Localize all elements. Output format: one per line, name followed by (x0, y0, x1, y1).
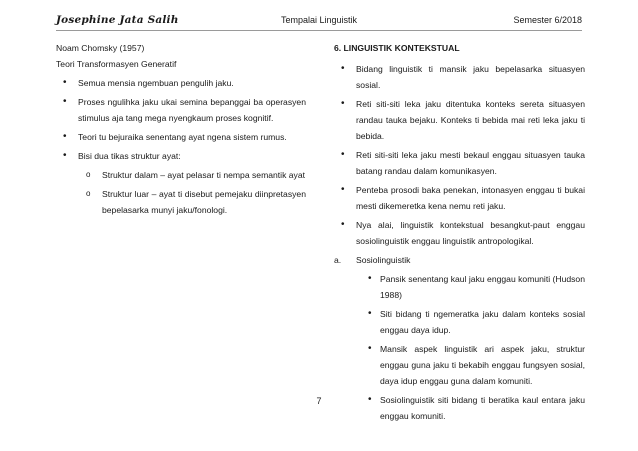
list-item: • Bisi dua tikas struktur ayat: (56, 148, 306, 164)
list-item: • Pansik senentang kaul jaku enggau komuniti (Hudson 1988) (344, 271, 585, 303)
subsection-label: a. (334, 255, 342, 265)
page-number: 7 (316, 396, 322, 406)
list-item: • Teori tu bejuraika senentang ayat ngena sistem rumus. (56, 129, 306, 145)
list-item: • Siti bidang ti ngemeratka jaku dalam konteks sosial enggau daya idup. (344, 306, 585, 338)
list-item: • Reti siti-siti leka jaku ditentuka konteks sereta situasyen randau tauka bejaku. Konteks ti bebida mai reti leka jaku ti bebida. (334, 96, 585, 144)
right-column (334, 40, 585, 427)
left-column (56, 40, 306, 221)
header-author: Josephine Jata Salih (56, 14, 179, 26)
right-bullet-list (334, 61, 585, 249)
author-line: Noam Chomsky (1957) (56, 43, 145, 53)
sub-list-item: o Struktur dalam – ayat pelasar ti nempa semantik ayat (56, 167, 306, 183)
list-item: • Mansik aspek linguistik ari aspek jaku, struktur enggau guna jaku ti bekabih enggau fungsyen sosial, daya idup enggau guna dalam komuniti. (344, 341, 585, 389)
page-header (56, 14, 582, 31)
theory-title: Teori Transformasyen Generatif (56, 59, 177, 69)
sub-list-item: o Struktur luar – ayat ti disebut pemejaku diinpretasyen bepelasarka munyi jaku/fonologi. (56, 186, 306, 218)
structure-sub-list (56, 167, 306, 218)
list-item: • Semua mensia ngembuan pengulih jaku. (56, 75, 306, 91)
header-title: Tempalai Linguistik (280, 15, 358, 25)
list-item: • Bidang linguistik ti mansik jaku bepelasarka situasyen sosial. (334, 61, 585, 93)
list-item: • Penteba prosodi baka penekan, intonasyen enggau ti bukai mesti dikemeretka kena nemu reti jaku. (334, 182, 585, 214)
section-heading: 6. LINGUISTIK KONTEKSTUAL (334, 43, 460, 53)
left-bullet-list (56, 75, 306, 164)
list-item: • Proses ngulihka jaku ukai semina bepanggai ba operasyen stimulus aja tang mega nyengkaum proses kognitif. (56, 94, 306, 126)
list-item: • Reti siti-siti leka jaku mesti bekaul enggau situasyen tauka batang randau dalam komunikasyen. (334, 147, 585, 179)
subsection-heading: Sosiolinguistik (356, 255, 411, 265)
list-item: • Sosiolinguistik siti bidang ti beratika kaul entara jaku enggau komuniti. (344, 392, 585, 424)
header-semester: Semester 6/2018 (513, 15, 582, 25)
subsection-sosiolinguistik (334, 252, 585, 268)
list-item: • Nya alai, linguistik kontekstual besangkut-paut enggau sosiolinguistik enggau linguistik antropologikal. (334, 217, 585, 249)
